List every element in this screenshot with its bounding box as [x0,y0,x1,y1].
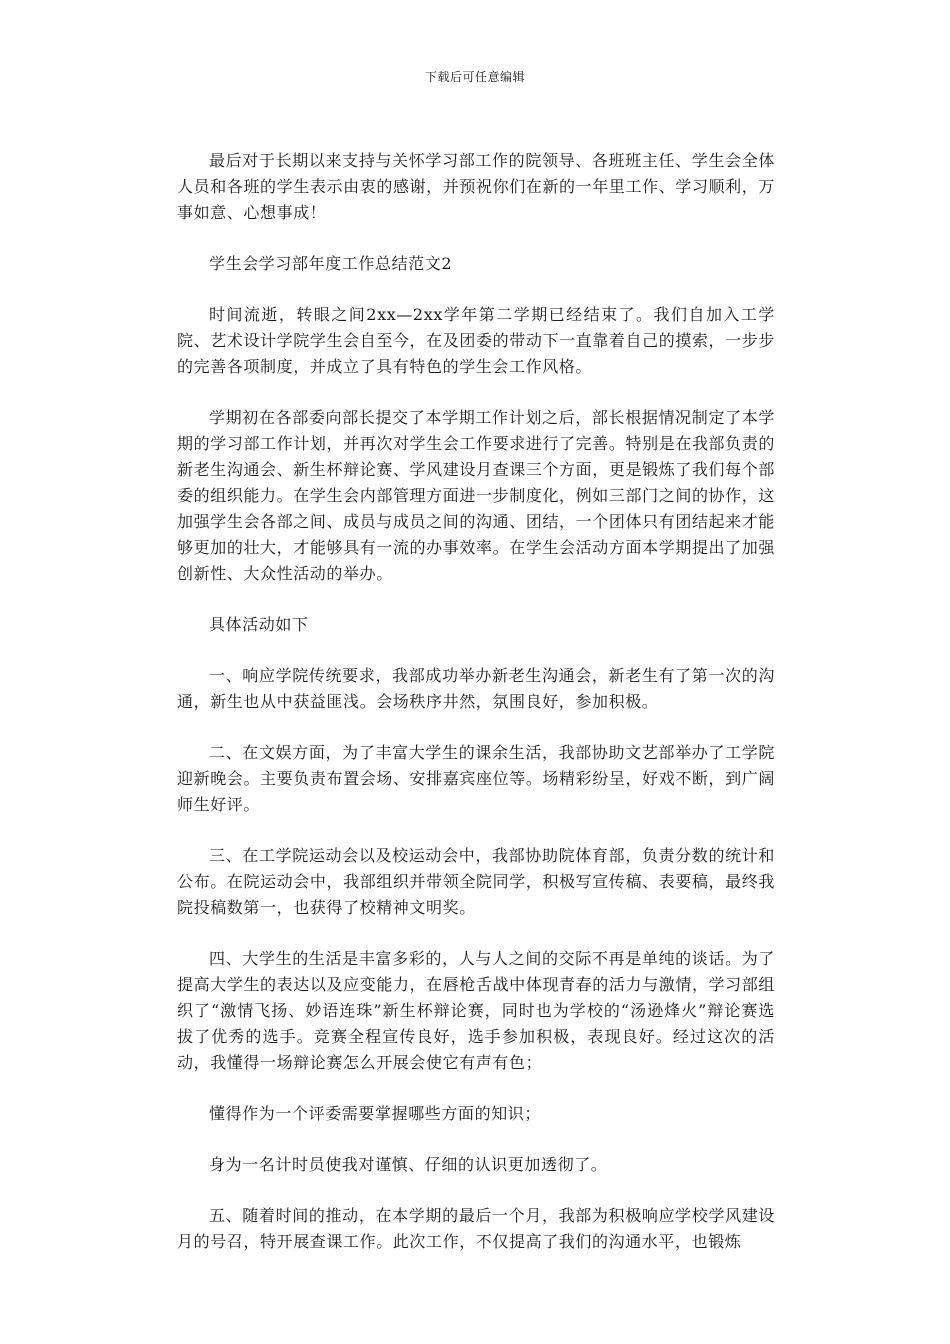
paragraph-activity-5: 五、随着时间的推动，在本学期的最后一个月，我部为积极响应学校学风建设月的号召，特开展查课工作。此次工作，不仅提高了我们的沟通水平，也锻炼 [177,1206,775,1251]
paragraph-activity-3: 三、在工学院运动会以及校运动会中，我部协助院体育部，负责分数的统计和公布。在院运动会中，我部组织并带领全院同学，积极写宣传稿、表要稿，最终我院投稿数第一，也获得了校精神文明奖。 [177,846,775,917]
paragraph-timekeeper: 身为一名计时员使我对谨慎、仔细的认识更加透彻了。 [209,1155,608,1174]
section-title: 学生会学习部年度工作总结范文2 [209,254,453,273]
paragraph-activity-4: 四、大学生的生活是丰富多彩的，人与人之间的交际不再是单纯的谈话。为了提高大学生的表达以及应变能力，在唇枪舌战中体现青春的活力与激情，学习部组织了“激情飞扬、妙语连珠”新生杯辩论赛，同时也为学校的“汤逊烽火”辩论赛选拔了优秀的选手。竞赛全程宣传良好，选手参加积极，表现良好。经过这次的活动，我懂得一场辩论赛怎么开展会使它有声有色； [177,949,775,1072]
page-header: 下载后可任意编辑 [424,70,525,84]
paragraph-semester-plan: 学期初在各部委向部长提交了本学期工作计划之后，部长根据情况制定了本学期的学习部工作计划，并再次对学生会工作要求进行了完善。特别是在我部负责的新老生沟通会、新生杯辩论赛、学风建设月查课三个方面，更是锻炼了我们每个部委的组织能力。在学生会内部管理方面进一步制度化，例如三部门之间的协作，这加强学生会各部之间、成员与成员之间的沟通、团结，一个团体只有团结起来才能够更加的壮大，才能够具有一流的办事效率。在学生会活动方面本学期提出了加强创新性、大众性活动的举办。 [177,408,775,583]
paragraph-activity-1: 一、响应学院传统要求，我部成功举办新老生沟通会，新老生有了第一次的沟通，新生也从中获益匪浅。会场秩序井然，氛围良好，参加积极。 [177,666,775,711]
paragraph-closing-thanks: 最后对于长期以来支持与关怀学习部工作的院领导、各班班主任、学生会全体人员和各班的学生表示由衷的感谢，并预祝你们在新的一年里工作、学习顺利，万事如意、心想事成！ [177,151,775,222]
paragraph-activities-heading: 具体活动如下 [209,615,309,634]
paragraph-intro: 时间流逝，转眼之间2xx—2xx学年第二学期已经结束了。我们自加入工学院、艺术设计学院学生会自至今，在及团委的带动下一直靠着自己的摸索，一步步的完善各项制度，并成立了具有特色的学生会工作风格。 [177,305,775,376]
document-body [177,148,775,1280]
paragraph-activity-2: 二、在文娱方面，为了丰富大学生的课余生活，我部协助文艺部举办了工学院迎新晚会。主要负责布置会场、安排嘉宾座位等。场精彩纷呈，好戏不断，到广阔师生好评。 [177,743,775,814]
paragraph-judge-knowledge: 懂得作为一个评委需要掌握哪些方面的知识； [209,1104,542,1123]
